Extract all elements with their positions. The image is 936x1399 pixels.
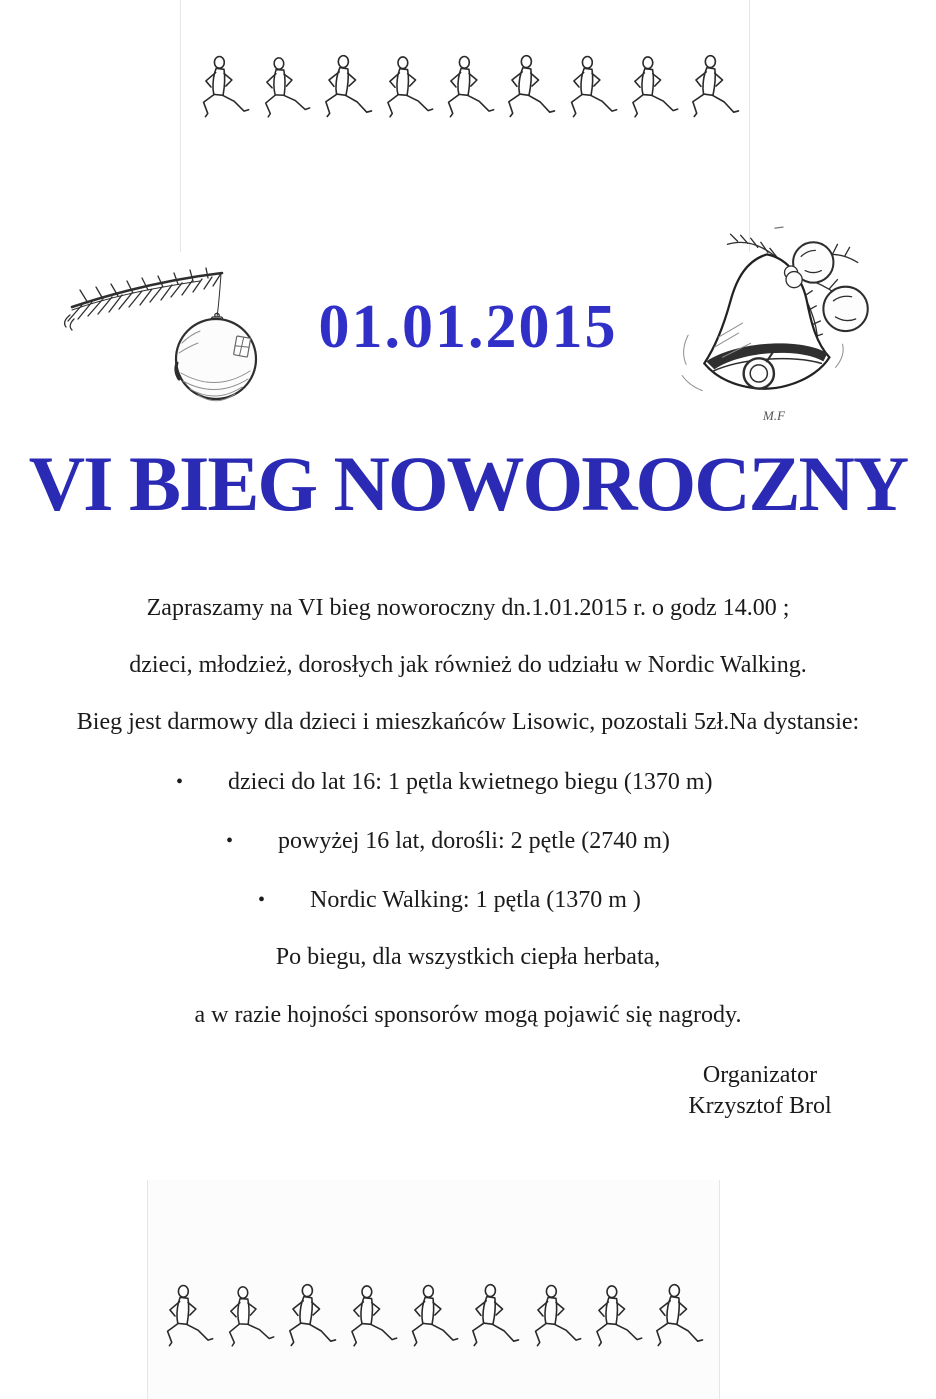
intro-line-3: Bieg jest darmowy dla dzieci i mieszkańców Lisowic, pozostali 5zł.Na dystansie: [76,709,860,735]
runner-figure [379,54,436,132]
organizer-block [600,1060,920,1122]
organizer-name: Krzysztof Brol [688,1093,832,1119]
list-item-text: powyżej 16 lat, dorośli: 2 pętle (2740 m) [278,828,670,854]
organizer-label: Organizator [702,1062,818,1088]
runner-figure [464,1281,524,1363]
list-item [176,766,713,798]
bullet-icon: • [258,889,266,911]
list-item [226,825,670,857]
runner-figure [441,54,497,132]
runner-figure [405,1283,461,1361]
page-title: VI BIEG NOWOROCZNY [28,440,908,527]
bullet-icon: • [176,771,184,793]
christmas-bell-icon [672,216,894,428]
list-item-text: Nordic Walking: 1 pętla (1370 m ) [310,887,641,913]
intro-line-1: Zapraszamy na VI bieg noworoczny dn.1.01.2015 r. o godz 14.00 ; [146,595,790,621]
event-date: 01.01.2015 [318,293,618,361]
runner-figure [500,52,560,134]
runners-top-row [196,52,742,132]
runner-figure [317,52,377,134]
runner-figure [588,1283,645,1361]
runner-figure [648,1281,708,1363]
runner-figure [528,1283,584,1361]
runner-figure [624,54,681,132]
artist-signature: M.F [762,407,786,423]
closing-line-1: Po biegu, dla wszystkich ciepła herbata, [275,944,661,970]
runner-figure [343,1283,400,1361]
intro-line-2: dzieci, młodzież, dorosłych jak również do udziału w Nordic Walking. [129,652,807,678]
runner-figure [160,1283,216,1361]
runner-figure [281,1281,341,1363]
runner-figure [564,54,620,132]
runner-figure [256,54,314,132]
bullet-icon: • [226,830,234,852]
list-item-text: dzieci do lat 16: 1 pętla kwietnego biegu (1370 m) [228,769,713,795]
runners-bottom-row [160,1281,706,1361]
list-item [258,884,641,916]
closing-line-2: a w razie hojności sponsorów mogą pojawić się nagrody. [194,1002,742,1028]
runner-figure [196,54,252,132]
runner-figure [220,1283,278,1361]
runner-figure [684,52,744,134]
